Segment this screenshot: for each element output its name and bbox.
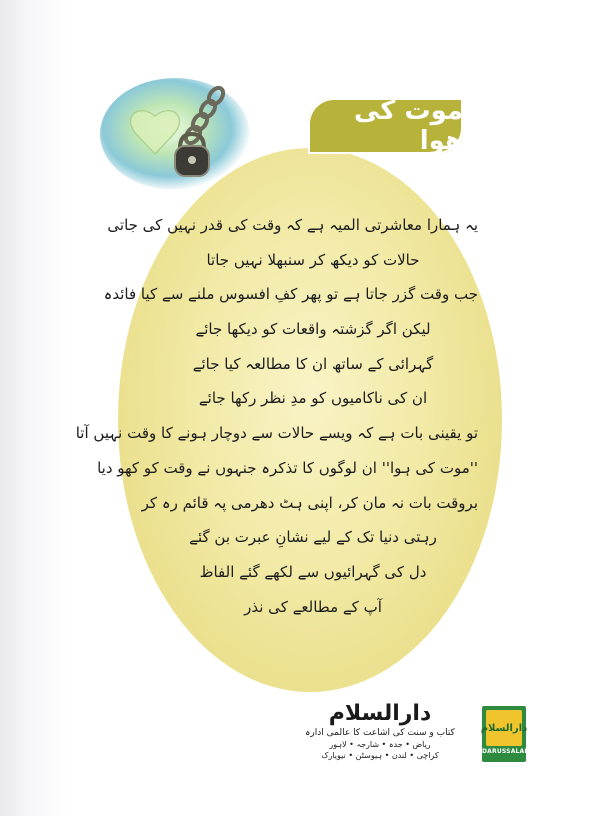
poem-line: حالات کو دیکھ کر سنبھلا نہیں جاتا xyxy=(206,250,420,269)
poem-text xyxy=(75,208,478,624)
publisher-name: دارالسلام xyxy=(328,701,432,726)
padlock-icon xyxy=(175,134,209,176)
publisher-cities-line2: کراچی • لندن • ہیوسٹن • نیویارک xyxy=(321,751,439,760)
poem-line: آپ کے مطالعے کی نذر xyxy=(244,597,382,616)
poem-line: یہ ہمارا معاشرتی المیہ ہے کہ وقت کی قدر نہیں کی جاتی xyxy=(107,216,478,234)
page-title: موت کی ھوا xyxy=(353,96,463,156)
logo-label: DARUSSALAM xyxy=(482,748,531,755)
publisher-block xyxy=(285,702,475,764)
poem-line: ''موت کی ہوا'' ان لوگوں کا تذکرہ جنہوں نے وقت کو کھو دیا xyxy=(97,458,478,477)
poem-line: تو یقینی بات ہے کہ ویسے حالات سے دوچار ہونے کا وقت نہیں آتا xyxy=(75,424,478,443)
logo-emblem xyxy=(480,710,528,746)
publisher-cities-line1: ریاض • جدہ • شارجہ • لاہور xyxy=(329,740,431,749)
poem-line: بروقت بات نہ مان کر، اپنی ہٹ دھرمی پہ قائم رہ کر xyxy=(141,493,478,512)
poem-line: ان کی ناکامیوں کو مدِ نظر رکھا جائے xyxy=(198,389,428,408)
poem-line: لیکن اگر گزشتہ واقعات کو دیکھا جائے xyxy=(195,320,431,339)
poem-line: رہتی دنیا تک کے لیے نشانِ عبرت بن گئے xyxy=(189,528,437,547)
poem-line: دل کی گہرائیوں سے لکھے گئے الفاظ xyxy=(199,562,427,581)
title-badge xyxy=(308,98,463,154)
publisher-tagline: کتاب و سنت کی اشاعت کا عالمی ادارہ xyxy=(305,728,455,738)
publisher-logo-icon xyxy=(480,706,531,762)
logo-text: دارالسلام xyxy=(480,722,528,734)
heart-icon xyxy=(131,111,180,154)
poem-line: گہرائی کے ساتھ ان کا مطالعہ کیا جائے xyxy=(192,354,434,373)
poem-line: جب وقت گزر جاتا ہے تو پھر کفِ افسوس ملنے سے کیا فائدہ xyxy=(103,285,478,304)
chain-icon xyxy=(183,85,226,146)
